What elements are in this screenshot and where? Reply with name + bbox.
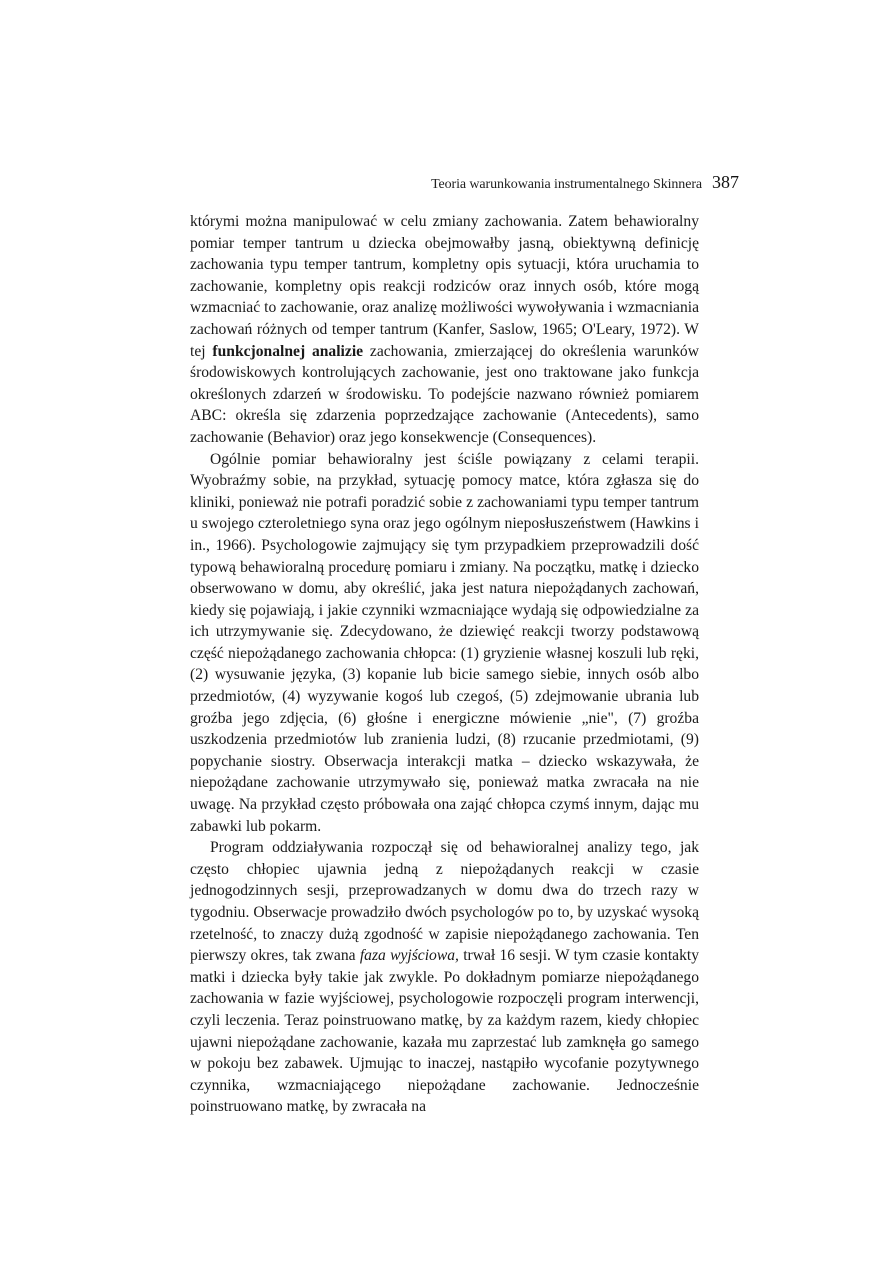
italic-term: faza wyjściowa, — [359, 947, 459, 965]
body-text — [190, 211, 699, 1118]
running-title: Teoria warunkowania instrumentalnego Skinnera — [431, 177, 702, 192]
key-term: funkcjonalnej analizie — [212, 342, 364, 360]
paragraph-2: Ogólnie pomiar behawioralny jest ściśle powiązany z celami terapii. Wyobraźmy sobie, na przykład, sytuację pomocy matce, która zgłasza się do kliniki, ponieważ nie potrafi poradzić sobie z zachowaniami typu temper tantrum u swojego czteroletniego syna oraz jego ogólnym nieposłuszeństwem (Hawkins i in., 1966). Psychologowie zajmujący się tym przypadkiem przeprowadzili dość typową behawioralną procedurę pomiaru i zmiany. Na początku, matkę i dziecko obserwowano w domu, aby określić, jaka jest natura niepożądanych zachowań, kiedy się pojawiają, i jakie czynniki wzmacniające wydają się odpowiedzialne za ich utrzymywanie się. Zdecydowano, że dziewięć reakcji tworzy podstawową część niepożądanego zachowania chłopca: (1) gryzienie własnej koszuli lub ręki, (2) wysuwanie języka, (3) kopanie lub bicie samego siebie, innych osób albo przedmiotów, (4) wyzywanie kogoś lub czegoś, (5) zdejmowanie ubrania lub groźba jego zdjęcia, (6) głośne i energiczne mówienie „nie", (7) groźba uszkodzenia przedmiotów lub zranienia ludzi, (8) rzucanie przedmiotami, (9) popychanie siostry. Obserwacja interakcji matka – dziecko wskazywała, że niepożądane zachowanie utrzymywało się, ponieważ matka zwracała na nie uwagę. Na przykład często próbowała ona zająć chłopca czymś innym, dając mu zabawki lub pokarm. — [190, 450, 699, 835]
paragraph-3-text-b: trwał 16 sesji. W tym czasie kontakty matki i dziecka były takie jak zwykle. Po dokładnym pomiarze niepożądanego zachowania w fazie wyjściowej, psychologowie rozpoczęli program interwencji, czyli leczenia. Teraz poinstruowano matkę, by za każdym razem, kiedy chłopiec ujawni niepożądane zachowanie, kazała mu zaprzestać lub zamknęła go samego w pokoju bez zabawek. Ujmując to inaczej, nastąpiło wycofanie pozytywnego czynnika, wzmacniającego niepożądane zachowanie. Jednocześnie poinstruowano matkę, by zwracała na — [190, 947, 700, 1116]
paragraph-1 — [190, 211, 699, 449]
running-head — [190, 172, 739, 198]
page-number: 387 — [712, 172, 739, 192]
paragraph-3 — [190, 837, 699, 1118]
paragraph-3-text-a: Program oddziaływania rozpoczął się od behawioralnej analizy tego, jak często chłopiec ujawnia jedną z niepożądanych reakcji w czasie jednogodzinnych sesji, przeprowadzanych w domu dwa do trzech razy w tygodniu. Obserwacje prowadziło dwóch psychologów po to, by uzyskać wysoką rzetelność, to znaczy dużą zgodność w zapisie niepożądanego zachowania. Ten pierwszy okres, tak zwana — [190, 839, 699, 965]
paragraph-1-text-b: zachowania, zmierzającej do określenia warunków środowiskowych kontrolujących zachowanie, jest ono traktowane jako funkcja określonych zdarzeń w środowisku. To podejście nazwano również pomiarem ABC: określa się zdarzenia poprzedzające zachowanie (Antecedents), samo zachowanie (Behavior) oraz jego konsekwencje (Consequences). — [190, 342, 699, 446]
paragraph-1-text-a: którymi można manipulować w celu zmiany zachowania. Zatem behawioralny pomiar temper tantrum u dziecka obejmowałby jasną, obiektywną definicję zachowania typu temper tantrum, kompletny opis sytuacji, która uruchamia to zachowanie, kompletny opis reakcji rodziców oraz innych osób, które mogą wzmacniać to zachowanie, oraz analizę możliwości wywoływania i wzmacniania zachowań różnych od temper tantrum (Kanfer, Saslow, 1965; O'Leary, 1972). W tej — [190, 213, 699, 360]
